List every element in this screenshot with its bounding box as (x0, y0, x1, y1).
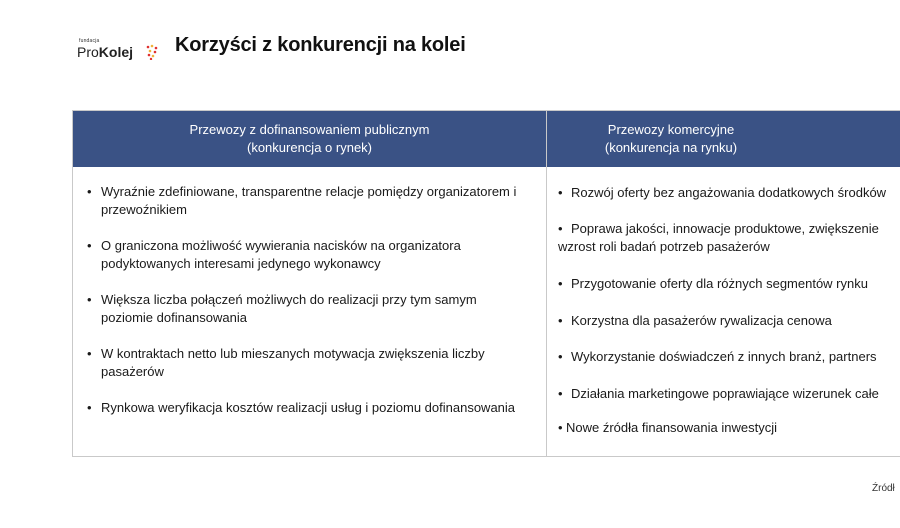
header-title: Przewozy komercyjne (607, 122, 735, 137)
list-item: • Rozwój oferty bez angażowania dodatkowych środków (558, 184, 886, 202)
header-commercial (547, 111, 900, 167)
list-item: • Korzystna dla pasażerów rywalizacja cenowa (558, 312, 832, 330)
source-note: Źródł (872, 483, 895, 494)
logo-wordmark (77, 44, 133, 60)
comparison-table (72, 110, 900, 457)
logo-dots-icon (145, 44, 159, 60)
logo-brand-light: Pro (77, 44, 99, 60)
list-item: • Poprawa jakości, innowacje produktowe, zwiększenie (558, 220, 879, 238)
list-item: • W kontraktach netto lub mieszanych motywacja zwiększenia liczby pasażerów (87, 345, 517, 381)
list-item: • Rynkowa weryfikacja kosztów realizacji usług i poziomu dofinansowania (87, 399, 515, 417)
list-item: • Wykorzystanie doświadczeń z innych branż, partners (558, 348, 877, 366)
column-divider (546, 167, 547, 456)
list-item: • Wyraźnie zdefiniowane, transparentne relacje pomiędzy organizatorem i przewoźnikiem (87, 183, 517, 219)
header-title: Przewozy z dofinansowaniem publicznym (189, 122, 430, 137)
prokolej-logo (77, 36, 162, 66)
page-title: Korzyści z konkurencji na kolei (175, 34, 466, 56)
list-item: • Większa liczba połączeń możliwych do realizacji przy tym samym poziomie dofinansowania (87, 291, 517, 327)
list-item: • O graniczona możliwość wywierania nacisków na organizatora podyktowanych interesami jedynego wykonawcy (87, 237, 517, 273)
logo-brand-bold: Kolej (98, 44, 134, 60)
list-item-continuation: wzrost roli badań potrzeb pasażerów (558, 239, 770, 254)
logo-foundation-text: fundacja (79, 38, 100, 44)
list-item: • Przygotowanie oferty dla różnych segmentów rynku (558, 275, 868, 293)
list-item: • Nowe źródła finansowania inwestycji (558, 419, 777, 437)
header-subtitle: (konkurencja na rynku) (604, 140, 738, 155)
header-subtitle: (konkurencja o rynek) (247, 140, 372, 155)
list-item: • Działania marketingowe poprawiające wizerunek całe (558, 385, 879, 403)
